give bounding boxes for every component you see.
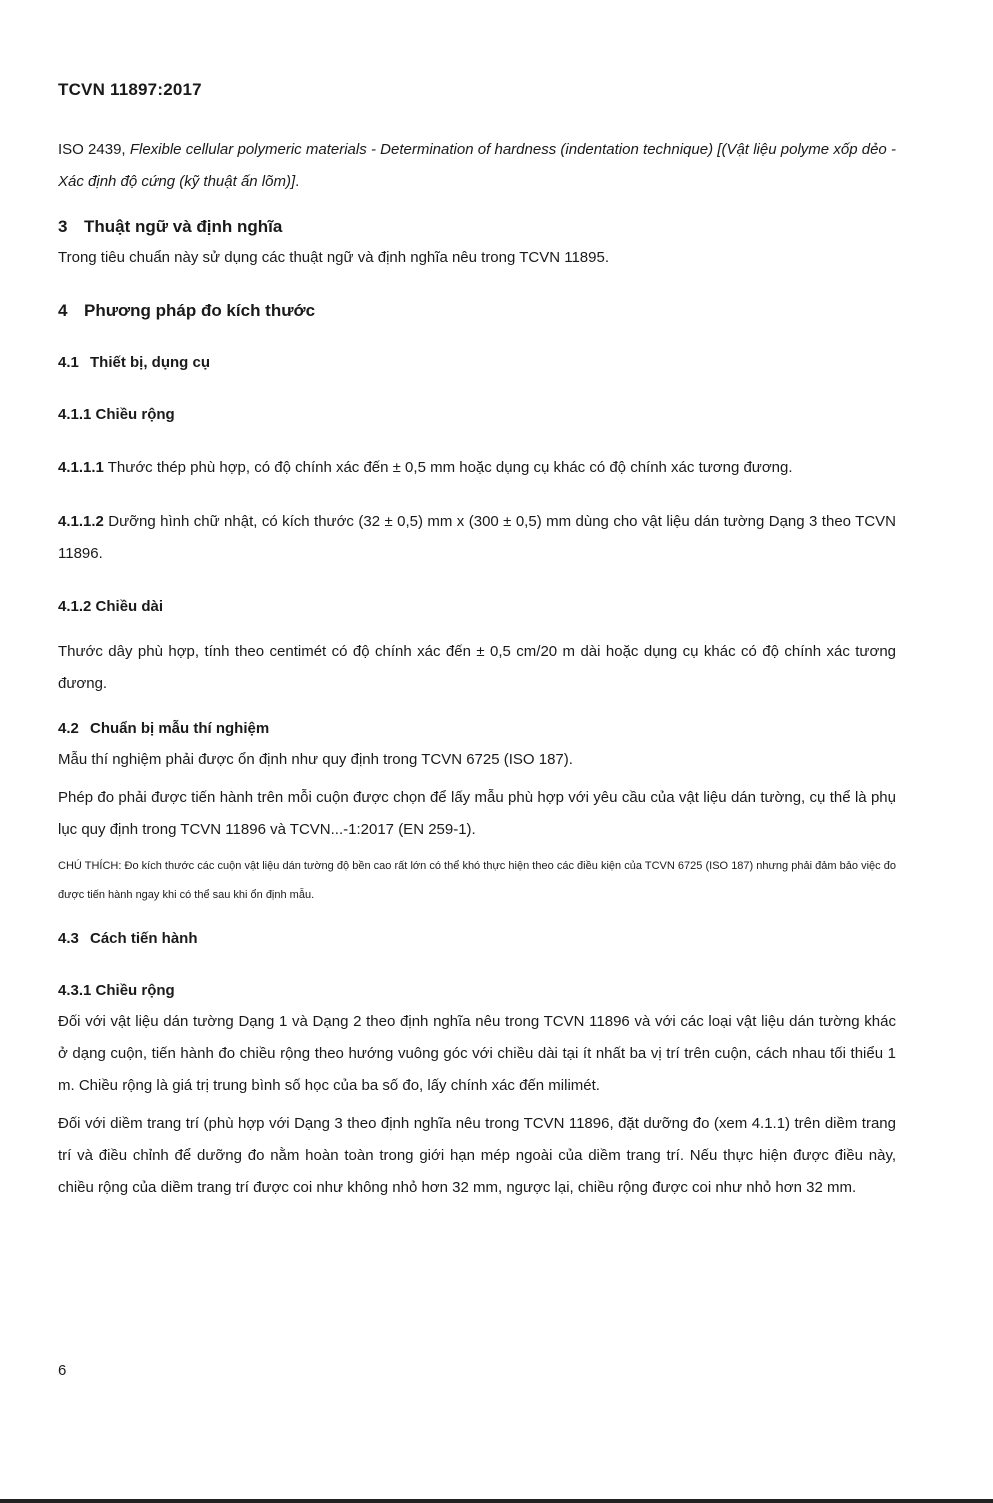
section-3-body: Trong tiêu chuẩn này sử dụng các thuật ngữ và định nghĩa nêu trong TCVN 11895. xyxy=(58,249,610,266)
section-4-heading xyxy=(58,296,896,326)
section-title: Cách tiến hành xyxy=(90,930,198,947)
clause-text: Thước thép phù hợp, có độ chính xác đến ± 0,5 mm hoặc dụng cụ khác có độ chính xác tương đương. xyxy=(103,459,793,476)
reference-prefix: ISO 2439, xyxy=(58,141,130,158)
section-4-3-heading xyxy=(58,924,896,954)
section-4-1-2-heading: 4.1.2 Chiều dài xyxy=(58,598,164,615)
section-4-3-1-body-1: Đối với vật liệu dán tường Dạng 1 và Dạng 2 theo định nghĩa nêu trong TCVN 11896 và với các loại vật liệu dán tường khác ở dạng cuộn, tiến hành đo chiều rộng theo hướng vuông góc với chiều dài tại ít nhất ba vị trí trên cuộn, cách nhau tối thiểu 1 m. Chiều rộng là giá trị trung bình số học của ba số đo, lấy chính xác đến milimét. xyxy=(58,1013,896,1094)
section-title: Thuật ngữ và định nghĩa xyxy=(84,217,283,236)
section-3-heading xyxy=(58,212,896,242)
section-4-3-1-body-2: Đối với diềm trang trí (phù hợp với Dạng 3 theo định nghĩa nêu trong TCVN 11896, đặt dưỡng đo (xem 4.1.1) trên diềm trang trí và điều chỉnh để dưỡng đo nằm hoàn toàn trong giới hạn mép ngoài của diềm trang trí. Nếu thực hiện được điều này, chiều rộng của diềm trang trí được coi như không nhỏ hơn 32 mm, ngược lại, chiều rộng được coi như nhỏ hơn 32 mm. xyxy=(58,1115,896,1196)
clause-text: Dưỡng hình chữ nhật, có kích thước (32 ± 0,5) mm x (300 ± 0,5) mm dùng cho vật liệu dán tường Dạng 3 theo TCVN 11896. xyxy=(58,513,896,562)
section-title: Chuẩn bị mẫu thí nghiệm xyxy=(90,720,270,737)
document-header: TCVN 11897:2017 xyxy=(58,80,202,99)
section-4-1-2-body: Thước dây phù hợp, tính theo centimét có độ chính xác đến ± 0,5 cm/20 m dài hoặc dụng cụ khác có độ chính xác tương đương. xyxy=(58,643,896,692)
section-4-2-note: CHÚ THÍCH: Đo kích thước các cuộn vật liệu dán tường độ bền cao rất lớn có thể khó thực hiện theo các điều kiện của TCVN 6725 (ISO 187) nhưng phải đảm bảo việc đo được tiến hành ngay khi có thể sau khi ổn định mẫu. xyxy=(58,860,896,901)
document-page xyxy=(58,80,896,1204)
clause-4-1-1-1 xyxy=(58,452,896,484)
section-4-3-1-heading: 4.3.1 Chiều rộng xyxy=(58,982,175,999)
clause-number: 4.1.1.1 xyxy=(58,459,104,476)
section-title: Phương pháp đo kích thước xyxy=(84,301,316,320)
reference-iso-2439 xyxy=(58,134,896,198)
section-number: 4.2 xyxy=(58,720,79,737)
clause-4-1-1-2 xyxy=(58,506,896,570)
reference-title: Flexible cellular polymeric materials - Determination of hardness (indentation technique) [(Vật liệu polyme xốp dẻo - Xác định độ cứng (kỹ thuật ấn lõm)] xyxy=(58,141,896,190)
section-number: 4.1 xyxy=(58,354,79,371)
section-number: 3 xyxy=(58,217,68,236)
clause-number: 4.1.1.2 xyxy=(58,513,104,530)
page-number: 6 xyxy=(58,1362,67,1379)
section-4-1-heading xyxy=(58,348,896,378)
section-title: Thiết bị, dụng cụ xyxy=(90,354,210,371)
section-4-1-1-heading: 4.1.1 Chiều rộng xyxy=(58,406,175,423)
section-number: 4.3 xyxy=(58,930,79,947)
section-4-2-body-2: Phép đo phải được tiến hành trên mỗi cuộn được chọn để lấy mẫu phù hợp với yêu cầu của vật liệu dán tường, cụ thể là phụ lục quy định trong TCVN 11896 và TCVN...-1:2017 (EN 259-1). xyxy=(58,789,896,838)
bottom-edge-rule xyxy=(0,1499,993,1503)
section-number: 4 xyxy=(58,301,68,320)
section-4-2-heading xyxy=(58,714,896,744)
section-4-2-body-1: Mẫu thí nghiệm phải được ổn định như quy định trong TCVN 6725 (ISO 187). xyxy=(58,751,573,768)
reference-suffix: . xyxy=(295,173,300,190)
